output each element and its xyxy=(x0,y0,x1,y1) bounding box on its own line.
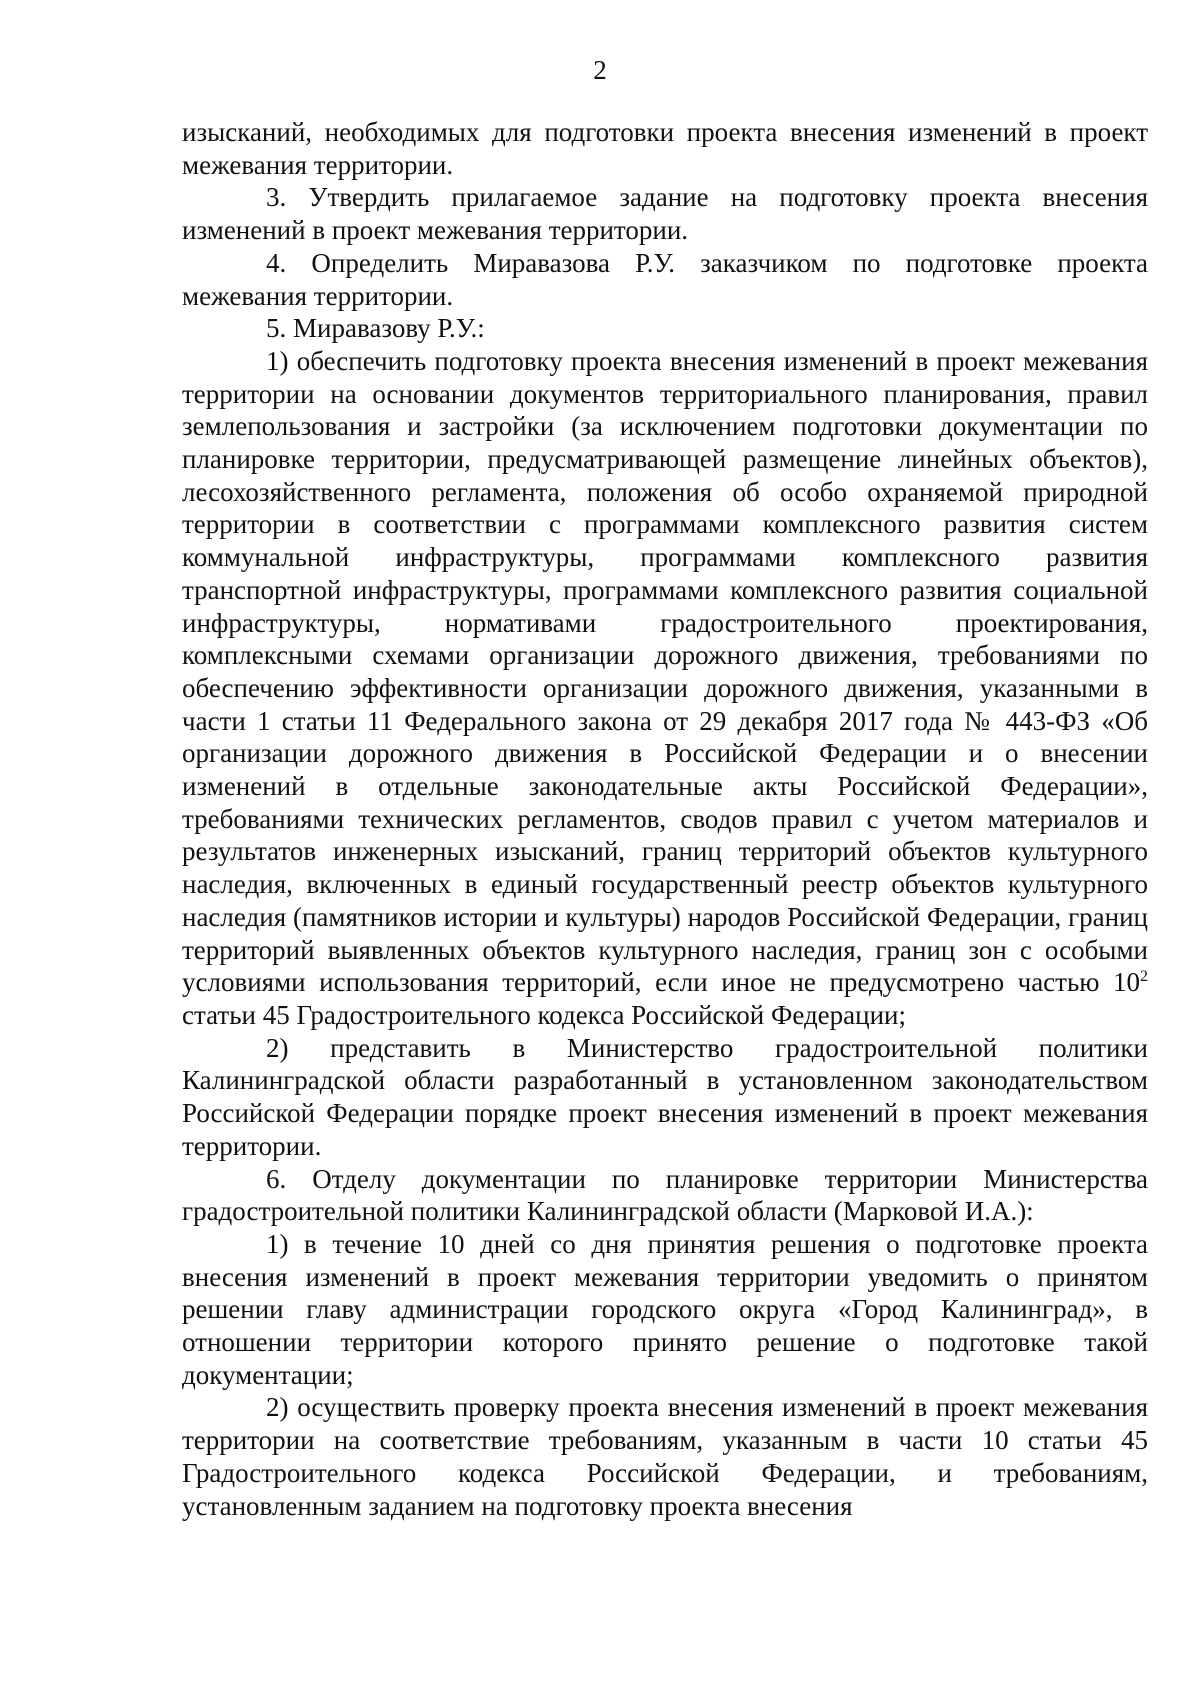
paragraph-item-5-1 xyxy=(182,345,1148,1032)
page-number: 2 xyxy=(593,55,607,85)
paragraph-continuation: изысканий, необходимых для подготовки проекта внесения изменений в проект межевания территории. xyxy=(182,117,1148,180)
paragraph-item-5-1-tail: статьи 45 Градостроительного кодекса Российской Федерации; xyxy=(182,999,907,1030)
paragraph-item-5-2: 2) представить в Министерство градостроительной политики Калининградской области разработанный в установленном законодательством Российской Федерации порядке проект внесения изменений в проект межевания территории. xyxy=(182,1032,1148,1161)
paragraph-item-6-1: 1) в течение 10 дней со дня принятия решения о подготовке проекта внесения изменений в проект межевания территории уведомить о принятом решении главу администрации городского округа «Город Калининград», в отношении территории которого принято решение о подготовке такой документации; xyxy=(182,1228,1148,1390)
paragraph-item-6-2: 2) осуществить проверку проекта внесения изменений в проект межевания территории на соответствие требованиям, указанным в части 10 статьи 45 Градостроительного кодекса Российской Федерации, и требованиям, установленным заданием на подготовку проекта внесения xyxy=(182,1392,1148,1521)
paragraph-item-4: 4. Определить Миравазова Р.У. заказчиком по подготовке проекта межевания территории. xyxy=(182,247,1148,311)
paragraph-item-3: 3. Утвердить прилагаемое задание на подготовку проекта внесения изменений в проект межевания территории. xyxy=(182,182,1148,246)
paragraph-item-6: 6. Отделу документации по планировке территории Министерства градостроительной политики Калининградской области (Марковой И.А.): xyxy=(182,1163,1148,1227)
superscript-2: 2 xyxy=(1140,968,1148,986)
paragraph-item-5-1-text: 1) обеспечить подготовку проекта внесения изменений в проект межевания территории на основании документов территориального планирования, правил землепользования и застройки (за исключением подготовки документации по планировке территории, предусматривающей размещение линейных объектов), лесохозяйственного регламента, положения об особо охраняемой природной территории в соответствии с программами комплексного развития систем коммунальной инфраструктуры, программами комплексного развития транспортной инфраструктуры, программами комплексного развития социальной инфраструктуры, нормативами градостроительного проектирования, комплексными схемами организации дорожного движения, требованиями по обеспечению эффективности организации дорожного движения, указанными в части 1 статьи 11 Федерального закона от 29 декабря 2017 года № 443-ФЗ «Об организации дорожного движения в Российской Федерации и о внесении изменений в отдельные законодательные акты Российской Федерации», требованиями технических регламентов, сводов правил с учетом материалов и результатов инженерных изысканий, границ территорий объектов культурного наследия, включенных в единый государственный реестр объектов культурного наследия (памятников истории и культуры) народов Российской Федерации, границ территорий выявленных объектов культурного наследия, границ зон с особыми условиями использования территорий, если иное не предусмотрено частью 10 xyxy=(182,345,1148,998)
paragraph-item-5: 5. Миравазову Р.У.: xyxy=(266,313,485,344)
document-body xyxy=(182,116,1148,1522)
